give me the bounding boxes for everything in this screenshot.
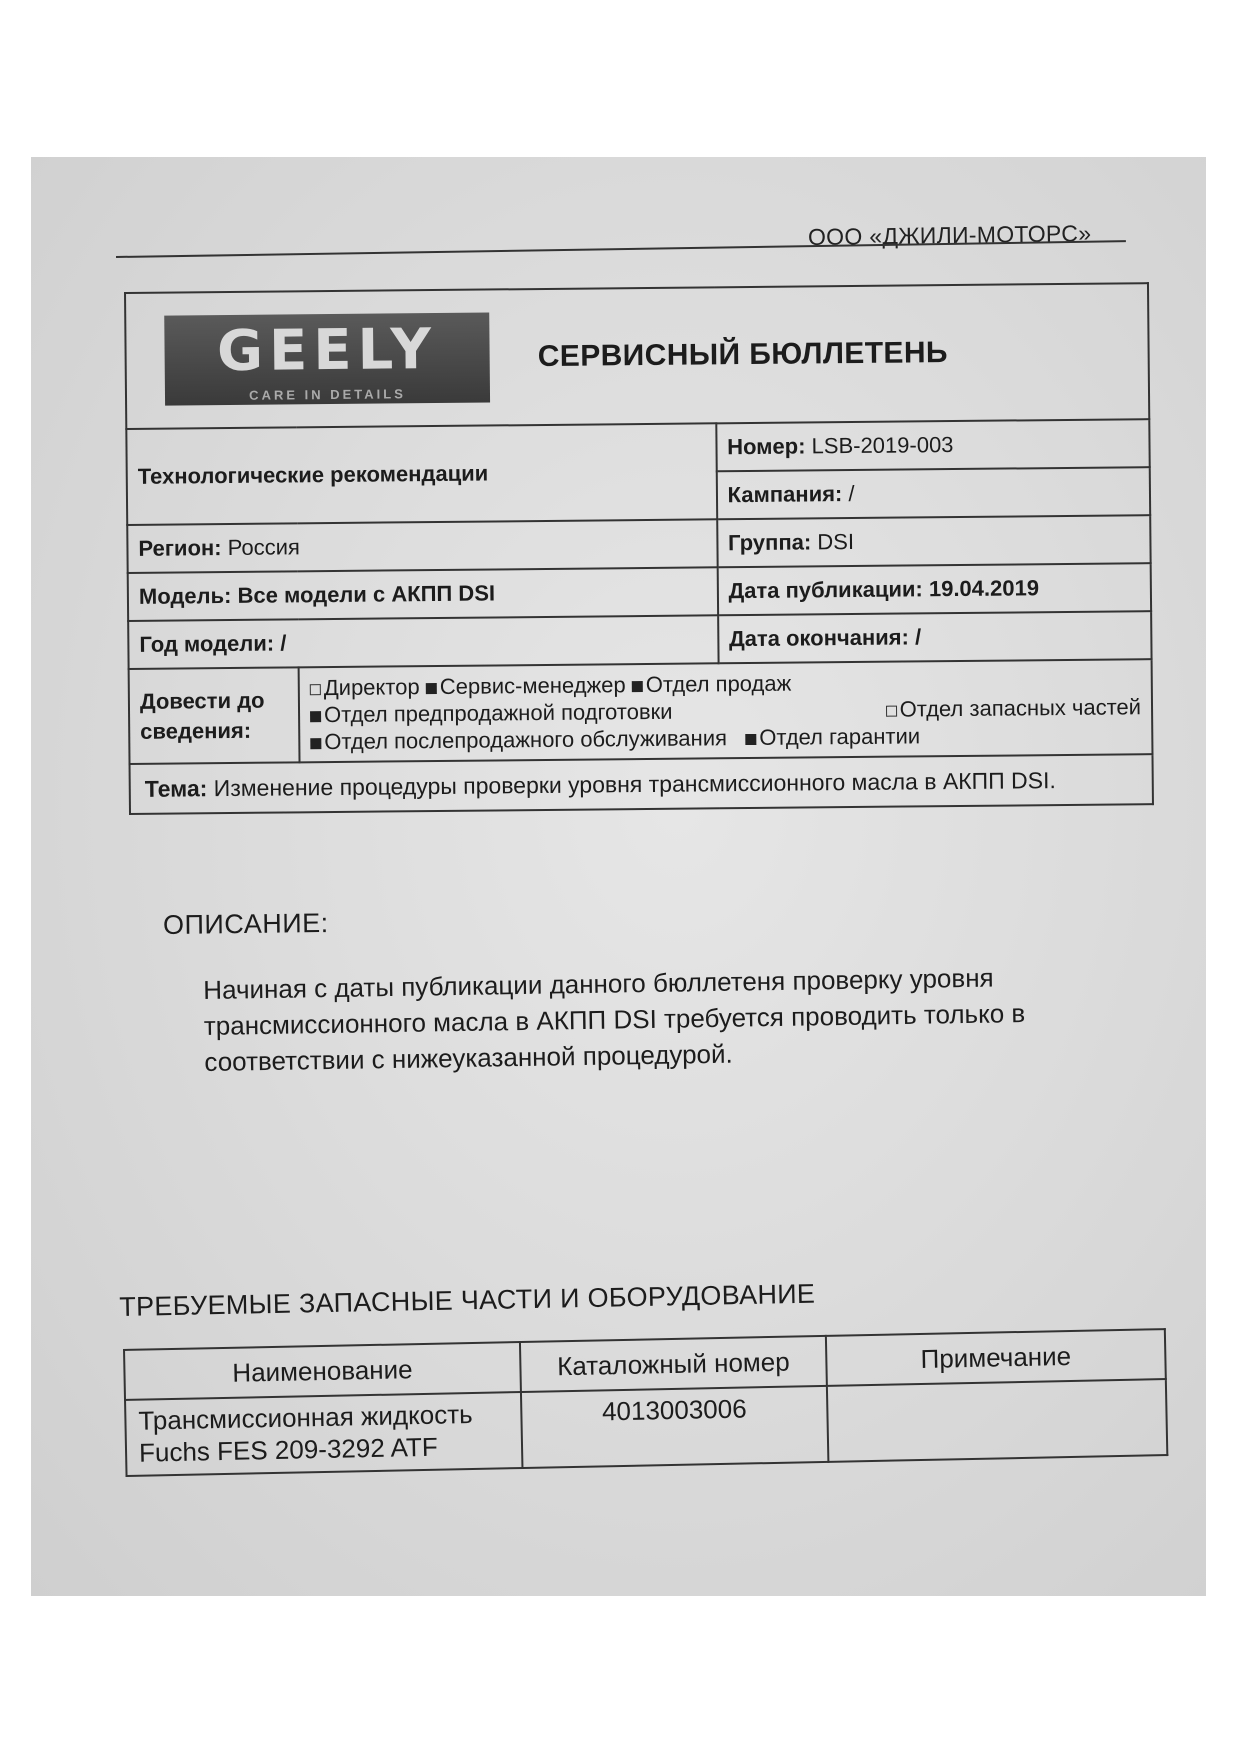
- topic-value: Изменение процедуры проверки уровня трансмиссионного масла в АКПП DSI.: [213, 767, 1056, 802]
- parts-heading: ТРЕБУЕМЫЕ ЗАПАСНЫЕ ЧАСТИ И ОБОРУДОВАНИЕ: [119, 1278, 816, 1322]
- topic-label: Тема:: [144, 775, 208, 802]
- checkbox-checked-icon: [426, 683, 437, 694]
- notify-item: Отдел продаж: [632, 671, 792, 698]
- notify-item: Отдел послепродажного обслуживания: [310, 725, 727, 754]
- geely-logo: [164, 312, 490, 405]
- description-heading: ОПИСАНИЕ:: [162, 907, 329, 941]
- part-name-cell: Трансмиссионная жидкость Fuchs FES 209-3292 ATF: [125, 1392, 522, 1476]
- notify-item: Сервис-менеджер: [426, 672, 626, 699]
- topic-cell: [130, 754, 1153, 814]
- checkbox-checked-icon: [745, 734, 756, 745]
- pub-date-label: Дата публикации:: [728, 576, 923, 604]
- checkbox-unchecked-icon: [886, 705, 897, 716]
- end-date-value: /: [914, 624, 922, 650]
- notify-label-cell: [129, 667, 300, 764]
- company-name: ООО «ДЖИЛИ-МОТОРС»: [807, 220, 1092, 250]
- checkbox-checked-icon: [310, 738, 321, 749]
- pub-date-cell: [717, 563, 1151, 615]
- region-label: Регион:: [138, 535, 222, 561]
- part-catalog-cell: 4013003006: [521, 1386, 828, 1468]
- model-year-label: Год модели:: [139, 630, 275, 657]
- col-header-name: Наименование: [124, 1342, 521, 1400]
- checkbox-unchecked-icon: [310, 684, 321, 695]
- part-note-cell: [827, 1379, 1167, 1462]
- region-cell: [127, 519, 717, 573]
- region-value: Россия: [227, 534, 300, 561]
- group-value: DSI: [817, 529, 855, 555]
- number-value: LSB-2019-003: [811, 432, 954, 459]
- bulletin-header-table: [124, 282, 1156, 992]
- end-date-label: Дата окончания:: [728, 624, 910, 652]
- notify-label: Довести до сведения:: [139, 687, 265, 744]
- col-header-catalog: Каталожный номер: [520, 1336, 827, 1392]
- end-date-cell: [718, 611, 1152, 663]
- number-cell: [716, 419, 1150, 471]
- notify-item: Отдел гарантии: [745, 723, 920, 750]
- group-label: Группа:: [727, 529, 812, 556]
- col-header-note: Примечание: [826, 1329, 1166, 1386]
- checkbox-checked-icon: [632, 681, 643, 692]
- category-cell: [126, 423, 717, 525]
- notify-list: [299, 659, 1153, 762]
- bulletin-title: СЕРВИСНЫЙ БЮЛЛЕТЕНЬ: [537, 336, 949, 374]
- model-year-cell: [128, 615, 718, 669]
- checkbox-checked-icon: [310, 711, 321, 722]
- logo-title-cell: [125, 283, 1149, 429]
- campaign-label: Кампания:: [727, 481, 843, 508]
- campaign-value: /: [848, 480, 855, 507]
- number-label: Номер:: [727, 433, 806, 460]
- model-label: Модель:: [138, 582, 232, 609]
- model-cell: [128, 567, 718, 621]
- notify-item: Отдел предпродажной подготовки: [310, 698, 673, 728]
- logo-tagline: CARE IN DETAILS: [249, 386, 406, 403]
- pub-date-value: 19.04.2019: [928, 575, 1040, 602]
- description-text: Начиная с даты публикации данного бюллетеня проверку уровня трансмиссионного масла в АКПП DSI требуется проводить только в соответствии с нижеуказанной процедурой.: [203, 962, 1026, 1077]
- category-text: Технологические рекомендации: [137, 460, 489, 489]
- logo-wordmark: GEELY: [216, 316, 438, 385]
- document-photo: [31, 157, 1206, 1596]
- campaign-cell: [716, 467, 1150, 519]
- notify-item: Директор: [310, 674, 420, 700]
- parts-table: [123, 1328, 1168, 1477]
- model-year-value: /: [280, 630, 287, 656]
- group-cell: [717, 515, 1151, 567]
- model-value: Все модели с АКПП DSI: [237, 580, 496, 608]
- parts-table-wrapper: [123, 1328, 1168, 1477]
- notify-item: Отдел запасных частей: [886, 693, 1142, 722]
